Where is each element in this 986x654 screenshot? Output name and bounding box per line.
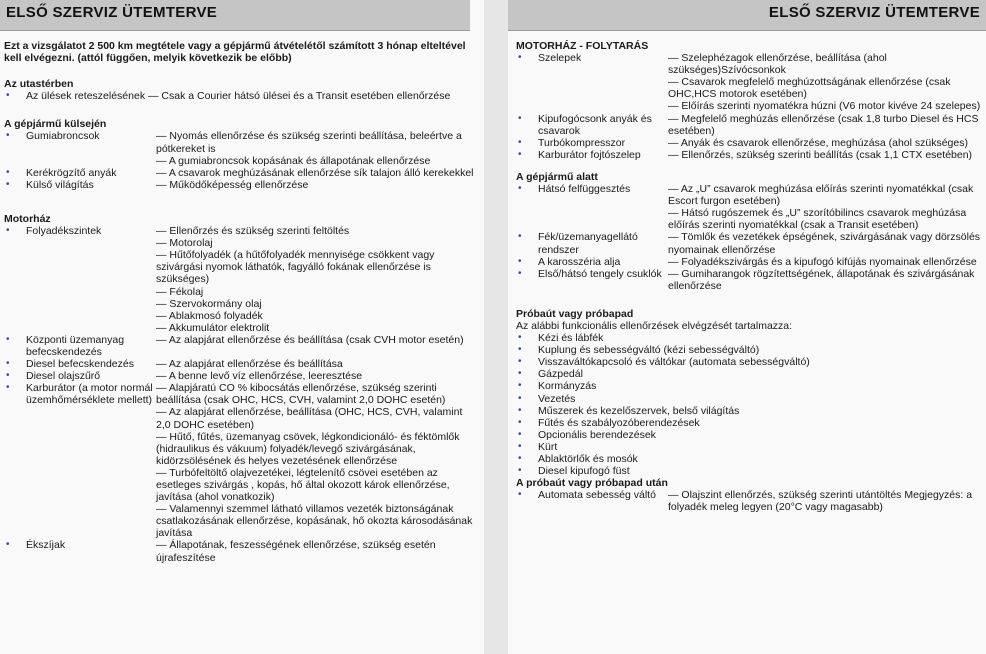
list-item: • Ablaktörlők és mosók — [518, 453, 638, 465]
list-item: • Kormányzás — [518, 380, 597, 393]
bullet-icon: • — [6, 225, 10, 237]
bullet-icon: • — [6, 166, 10, 178]
bullet-icon: • — [518, 183, 522, 195]
section-heading-probaut-utan: A próbaút vagy próbapad után — [516, 477, 668, 490]
list-item: — Hűtő, fűtés, üzemanyag csövek, légkondicionáló- és féktömlők (hidraulikus és vákuum) folyadék/levegő szivárgásának, kidörzsölésének és helyes vezetésének ellenőrzése — [156, 430, 460, 467]
list-item: • Hátsó felfüggesztés — Az „U” csavarok meghúzása előírás szerinti nyomatékkal (csak Escort furgon esetében) — [518, 183, 974, 208]
list-item: • Diesel kipufogó füst — [518, 465, 630, 478]
bullet-icon: • — [518, 368, 522, 380]
list-item: • Fűtés és szabályozóberendezések — [518, 416, 700, 429]
bullet-icon: • — [518, 453, 522, 464]
right-title-band — [508, 0, 986, 31]
bullet-icon: • — [518, 465, 522, 477]
bullet-icon: • — [518, 392, 522, 404]
list-item: • Karburátor fojtószelep — Ellenőrzés, szükség szerinti beállítás (csak 1,1 CTX esetében) — [518, 148, 973, 161]
list-item: • Opcionális berendezések — [518, 428, 656, 441]
bullet-icon: • — [6, 130, 10, 142]
section-heading-motorhaz-folytatas: MOTORHÁZ - FOLYTARÁS — [516, 40, 649, 52]
list-item: — Ablakmosó folyadék — [156, 309, 263, 322]
bullet-icon: • — [6, 370, 10, 382]
bullet-icon: • — [518, 380, 522, 392]
list-item: • Karburátor (a motor normál üzemhőmérséklete mellett) — Alapjáratú CO % kibocsátás ellenőrzése, szükség szerinti beállítása (csak OHC, HCS, CVH, valamint 2,0 DOHC esetén) — [6, 382, 446, 407]
list-item: — Hátsó rugószemek és „U” szorítóbilincs csavarok meghúzása előírás szerinti nyomatékkal (csak a Transit esetében) — [668, 207, 967, 232]
list-item: • Vezetés — [518, 392, 576, 405]
list-item: • Műszerek és kezelőszervek, belső világítás — [518, 404, 740, 417]
page-gutter — [484, 0, 508, 654]
right-page — [508, 0, 986, 654]
bullet-icon: • — [518, 404, 522, 416]
bullet-icon: • — [518, 416, 522, 428]
bullet-icon: • — [518, 267, 522, 279]
bullet-icon: • — [518, 489, 522, 501]
bullet-icon: • — [518, 136, 522, 148]
list-item: • Külső világítás — Működőképesség ellenőrzése — [6, 178, 309, 191]
list-item: • Kuplung és sebességváltó (kézi sebességváltó) — [518, 344, 760, 357]
bullet-icon: • — [6, 333, 10, 345]
list-item: — Turbófeltöltő olajvezetékei, légtelenítő csövei esetében az esetleges szivárgás , kopás, hő által okozott károk ellenőrzése, javítása (ahol vonatkozik) — [156, 466, 450, 504]
bullet-icon: • — [518, 255, 522, 267]
list-item: • Gázpedál — [518, 368, 583, 381]
list-item: • Első/hátsó tengely csuklók — Gumiharangok rögzítettségének, állapotának és szivárgásának ellenőrzése — [518, 267, 975, 292]
list-item: • Automata sebesség váltó — Olajszint ellenőrzés, szükség szerinti utántöltés Megjegyzés: a folyadék meleg legyen (20°C vagy magasabb) — [518, 489, 973, 514]
list-item: — Motorolaj — [156, 237, 213, 250]
list-item: • Kürt — [518, 440, 558, 453]
section-heading-probaut: Próbaút vagy próbapad — [516, 307, 634, 320]
list-item: • Ékszíjak — Állapotának, feszességének ellenőrzése, szükség esetén újrafeszítése — [6, 539, 436, 564]
bullet-icon: • — [518, 356, 522, 368]
list-item: — Hűtőfolyadék (a hűtőfolyadék mennyisége csökkent vagy szivárgási nyomok láthatók, fagyálló fokának ellenőrzése is szükséges) — [156, 249, 435, 286]
list-item: • Diesel olajszűrő — A benne levő víz ellenőrzése, leeresztése — [6, 370, 363, 383]
list-item: — Valamennyi szemmel látható villamos vezeték biztonságának csatlakozásának ellenőrzése, kopásának, hő okozta károsodásának javítása — [156, 503, 473, 540]
bullet-icon: • — [518, 231, 522, 243]
bullet-icon: • — [518, 52, 522, 64]
list-item: • Gumiabroncsok — Nyomás ellenőrzése és szükség szerinti beállítása, beleértve a pótkereket is — [6, 130, 462, 155]
bullet-icon: • — [6, 358, 10, 370]
list-item: — Előírás szerinti nyomatékra húzni (V6 motor kivéve 24 szelepes) — [668, 100, 981, 113]
bullet-icon: • — [518, 428, 522, 440]
bullet-icon: • — [518, 112, 522, 124]
bullet-icon: • — [518, 332, 522, 344]
left-content — [4, 40, 476, 564]
bullet-icon: • — [518, 148, 522, 160]
bullet-icon: • — [518, 440, 522, 452]
list-item: • Kerékrögzítő anyák — A csavarok meghúzásának ellenőrzése sík talajon álló kerekekkel — [6, 166, 474, 179]
bullet-icon: • — [6, 90, 10, 102]
intro-paragraph: Ezt a vizsgálatot 2 500 km megtétele vagy a gépjármű átvételétől számított 3 hónap elteltével kell elvégezni. (attól függően, melyik következik be előbb) — [4, 40, 466, 65]
list-item: • Kézi és lábfék — [518, 332, 604, 345]
list-item: • Diesel befecskendezés — Az alapjárat ellenőrzése és beállítása — [6, 358, 343, 371]
left-page-title: ELSŐ SZERVIZ ÜTEMTERVE — [6, 4, 218, 21]
list-item: • Folyadékszintek — Ellenőrzés és szükség szerinti feltöltés — [6, 225, 350, 238]
list-item: — Csavarok megfelelő meghúzottságának ellenőrzése (csak OHC,HCS motorok esetében) — [668, 76, 951, 101]
section-heading-kulso: A gépjármű külsején — [4, 118, 107, 131]
list-item: — Az alapjárat ellenőrzése, beállítása (OHC, HCS, CVH, valamint 2,0 DOHC esetében) — [156, 406, 463, 431]
list-item: — A gumiabroncsok kopásának és állapotának ellenőrzése — [156, 154, 431, 167]
right-content — [516, 40, 982, 513]
left-title-band — [0, 0, 470, 31]
list-item: • Turbókompresszor — Anyák és csavarok ellenőrzése, meghúzása (ahol szükséges) — [518, 136, 968, 149]
section-heading-utaster: Az utastérben — [4, 78, 74, 91]
list-item: • Szelepek — Szelephézagok ellenőrzése, beállítása (ahol szükséges)Szívócsonkok — [518, 52, 887, 77]
list-item: — Fékolaj — [156, 285, 204, 298]
section-heading-jarmu-alatt: A gépjármű alatt — [516, 170, 598, 183]
list-item: • Fék/üzemanyagellátó rendszer — Tömlők és vezetékek épségének, szivárgásának vagy dörzsölés nyomainak ellenőrzése — [518, 231, 981, 256]
bullet-icon: • — [6, 382, 10, 394]
list-item: • Központi üzemanyag befecskendezés — Az alapjárat ellenőrzése és beállítása (csak CVH motor esetén) — [6, 333, 464, 358]
probaut-intro: Az alábbi funkcionális ellenőrzések elvégzését tartalmazza: — [516, 319, 793, 332]
list-item: — Akkumulátor elektrolit — [156, 321, 270, 334]
section-heading-motorhaz: Motorház — [4, 212, 51, 225]
list-item: • A karosszéria alja — Folyadékszivárgás és a kipufogó kifújás nyomainak ellenőrzése — [518, 255, 977, 268]
right-page-title: ELSŐ SZERVIZ ÜTEMTERVE — [768, 4, 980, 21]
list-item: • Kipufogócsonk anyák és csavarok — Megfelelő meghúzás ellenőrzése (csak 1,8 turbo Diesel és HCS esetében) — [518, 112, 979, 137]
list-item: • Az ülések reteszelésének — Csak a Courier hátsó ülései és a Transit esetében ellenőrzése — [6, 90, 451, 103]
bullet-icon: • — [6, 178, 10, 190]
left-page — [0, 0, 484, 654]
list-item: • Visszaváltókapcsoló és váltókar (automata sebességváltó) — [518, 356, 810, 369]
bullet-icon: • — [6, 539, 10, 551]
bullet-icon: • — [518, 344, 522, 356]
list-item: — Szervokormány olaj — [156, 297, 262, 310]
